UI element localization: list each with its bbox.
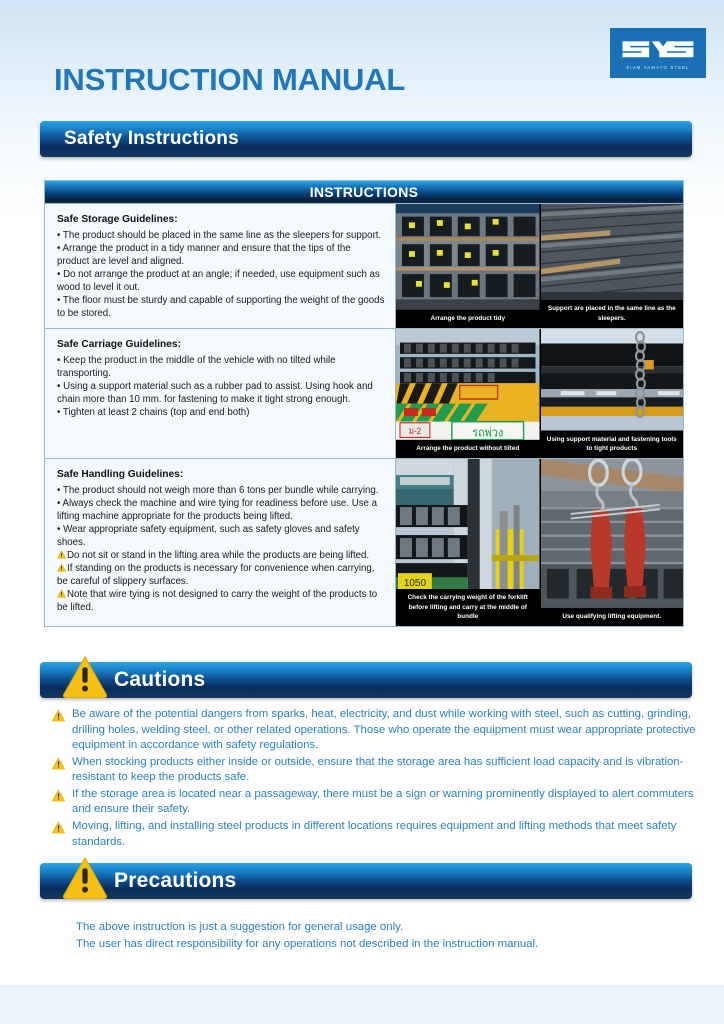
photo-caption: Using support material and fastening tools to tight products	[541, 431, 684, 459]
warning-triangle-icon	[57, 563, 66, 572]
precautions-text	[76, 919, 696, 952]
photo-chain-fastening	[541, 329, 684, 430]
instructions-table-header-label: INSTRUCTIONS	[309, 184, 419, 200]
guideline-line: • The product should be placed in the same line as the sleepers for support.	[57, 229, 382, 241]
table-cell-text	[45, 459, 396, 626]
photo-cell	[540, 459, 684, 626]
guideline-warning-line	[57, 562, 385, 588]
guideline-warning-text: Do not sit or stand in the lifting area while the products are being lifted.	[67, 550, 370, 562]
guideline-warning-line	[57, 588, 385, 614]
list-item	[52, 707, 697, 754]
warning-triangle-icon	[62, 655, 108, 699]
caution-text: When stocking products either inside or outside, ensure that the storage area has sufficient load capacity and is vibration-resistant to keep the products safe.	[72, 755, 684, 784]
table-cell-photos	[396, 329, 683, 458]
guideline-line: • Do not arrange the product at an angle; if needed, use equipment such as wood to level it out.	[57, 268, 380, 293]
caution-text: If the storage area is located near a passageway, there must be a sign or warning prominently displayed to alert commuters and ensure their safety.	[72, 787, 694, 816]
table-row	[45, 458, 683, 626]
warning-triangle-icon	[57, 589, 66, 598]
instructions-table	[44, 180, 684, 627]
warning-triangle-icon	[52, 821, 65, 834]
list-item	[52, 819, 697, 850]
warning-triangle-icon	[62, 856, 108, 900]
precaution-line: The user has direct responsibility for any operations not described in the instruction manual.	[76, 937, 539, 950]
section-header-label: Cautions	[114, 668, 206, 691]
photo-caption: Support are placed in the same line as the sleepers.	[541, 300, 684, 328]
table-cell-photos	[396, 459, 683, 626]
photo-caption: Arrange the product tidy	[396, 310, 540, 328]
section-header-cautions	[40, 662, 692, 698]
guideline-warning-text: If standing on the products is necessary for convenience when carrying, be careful of slippery surfaces.	[57, 563, 375, 588]
guideline-line: • The product should not weigh more than 6 tons per bundle while carrying.	[57, 484, 379, 496]
photo-cell	[396, 204, 540, 328]
photo-cell	[540, 329, 684, 458]
photo-cell	[396, 329, 540, 458]
caution-text: Be aware of the potential dangers from sparks, heat, electricity, and dust while working with steel, such as cutting, grinding, drilling holes, welding steel, or other related operations. Those who operate the equipment must wear appropriate protective equipment in accordance with safety regulations.	[72, 708, 696, 752]
section-header-safety-instructions	[40, 121, 692, 157]
svg-text:1050: 1050	[403, 578, 427, 590]
cautions-list	[52, 707, 697, 851]
photo-forklift-carrying-bundle	[396, 459, 540, 589]
caution-text: Moving, lifting, and installing steel products in different locations requires equipment and lifting methods that meet safety standards.	[72, 819, 677, 848]
logo-subtitle: SIAM YAMATO STEEL	[626, 65, 690, 70]
table-cell-text	[45, 329, 396, 458]
instructions-table-header	[45, 181, 683, 203]
photo-beams-on-sleepers	[541, 204, 684, 300]
precaution-line: The above instruction is just a suggestion for general usage only.	[76, 921, 404, 933]
photo-stacked-h-beams	[396, 204, 540, 310]
photo-caption: Arrange the product without tilted	[396, 440, 540, 458]
guideline-line: • The floor must be sturdy and capable of supporting the weight of the goods to be stored.	[57, 295, 385, 320]
guideline-line: • Wear appropriate safety equipment, such as safety gloves and safety shoes.	[57, 524, 360, 549]
list-item	[52, 755, 697, 786]
guideline-line: • Arrange the product in a tidy manner and ensure that the tips of the product are level and aligned.	[57, 242, 351, 267]
guideline-warning-text: Note that wire tying is not designed to carry the weight of the products to be lifted.	[57, 589, 378, 614]
guideline-line: • Tighten at least 2 chains (top and end both)	[57, 407, 250, 419]
guideline-line: • Always check the machine and wire tying for readiness before use. Use a lifting machine appropriate for the products being lifted.	[57, 497, 378, 522]
svg-text:ม-2: ม-2	[408, 425, 422, 437]
table-row	[45, 203, 683, 328]
page-title: INSTRUCTION MANUAL	[54, 62, 406, 97]
photo-cell	[396, 459, 540, 626]
guideline-title: Safe Carriage Guidelines:	[57, 339, 181, 351]
warning-triangle-icon	[57, 550, 66, 559]
guideline-title: Safe Handling Guidelines:	[57, 469, 184, 481]
svg-text:รถพ่วง: รถพ่วง	[472, 425, 504, 440]
footer-band	[0, 985, 724, 1024]
list-item	[52, 787, 697, 818]
guideline-title: Safe Storage Guidelines:	[57, 214, 178, 225]
table-row	[45, 328, 683, 458]
warning-triangle-icon	[52, 757, 65, 770]
warning-triangle-icon	[52, 709, 65, 722]
photo-lifting-clamps	[541, 459, 684, 608]
section-header-label: Safety Instructions	[64, 128, 239, 149]
sys-logomark-icon	[620, 36, 696, 62]
document-header	[0, 0, 724, 118]
guideline-line: • Keep the product in the middle of the vehicle with no tilted while transporting.	[57, 354, 336, 379]
section-header-label: Precautions	[114, 869, 237, 892]
sys-logo	[610, 28, 706, 78]
section-header-precautions	[40, 863, 692, 899]
photo-cell	[540, 204, 684, 328]
warning-triangle-icon	[52, 789, 65, 802]
table-cell-photos	[396, 204, 683, 328]
guideline-line: • Using a support material such as a rubber pad to assist. Using hook and chain more than 10 mm. for fastening to make it tight strong enough.	[57, 380, 373, 405]
photo-truck-trailer-load	[396, 329, 540, 440]
table-cell-text	[45, 204, 396, 328]
photo-caption: Use qualifying lifting equipment.	[541, 608, 684, 626]
photo-caption: Check the carrying weight of the forklift before lifting and carry at the middle of bundle	[396, 589, 540, 626]
guideline-warning-line	[57, 549, 385, 562]
